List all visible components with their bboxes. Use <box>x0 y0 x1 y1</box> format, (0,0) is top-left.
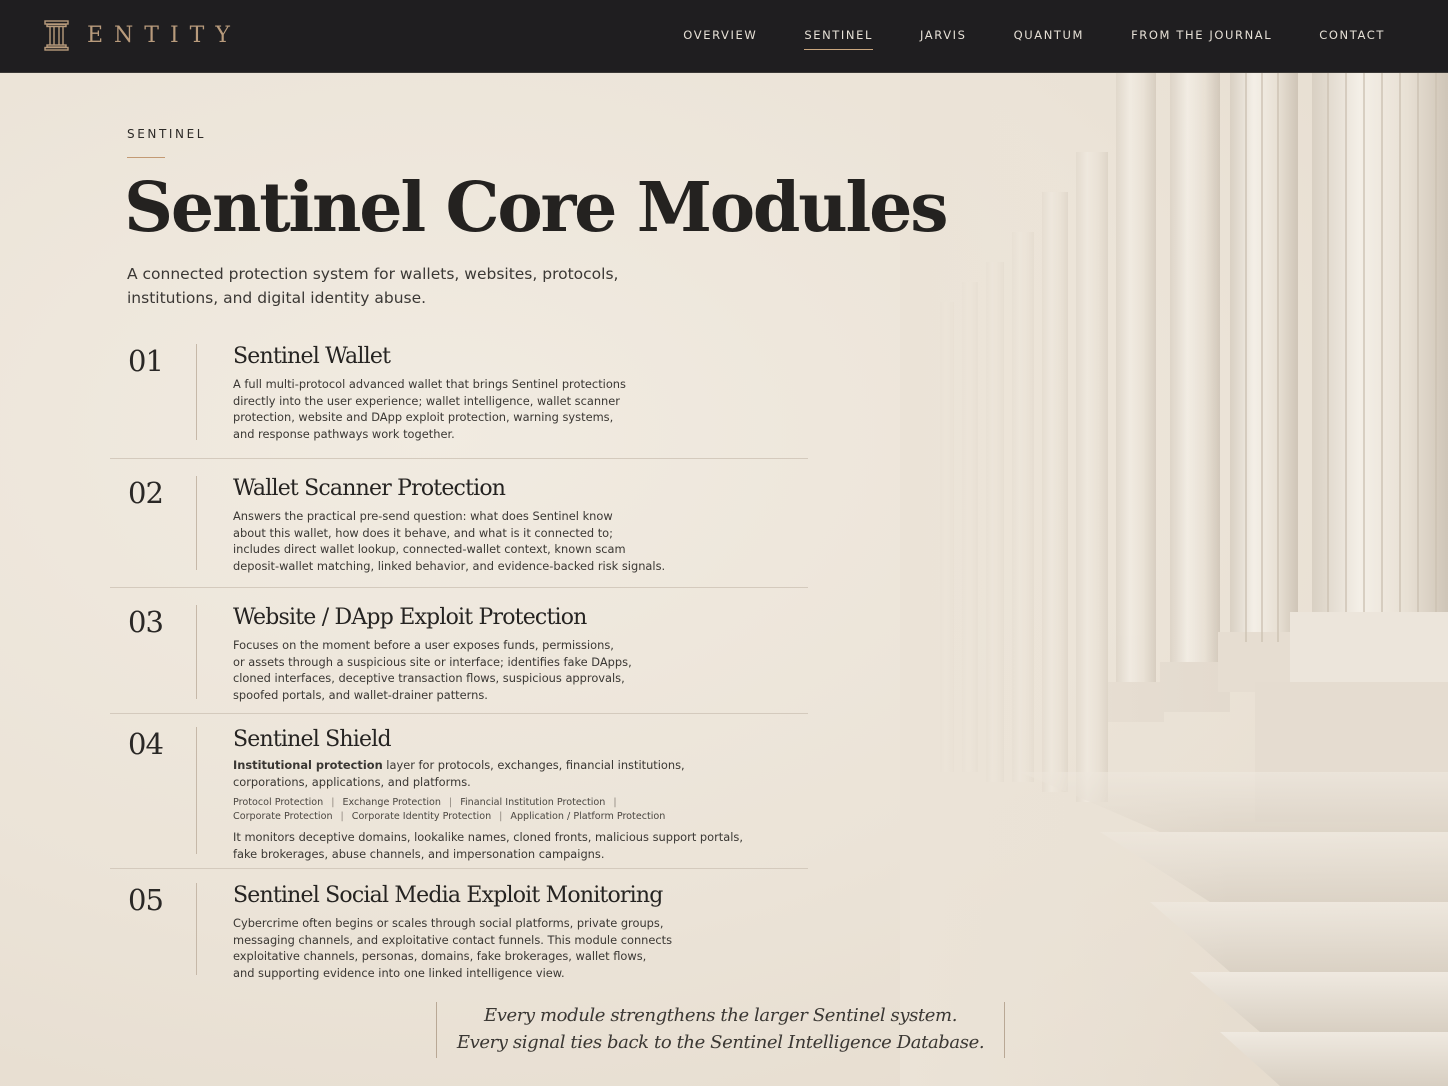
module-item <box>110 605 808 714</box>
page-title: Sentinel Core Modules <box>124 168 947 248</box>
module-item <box>110 476 808 588</box>
tag-line <box>233 796 793 810</box>
module-divider <box>196 883 197 975</box>
module-divider <box>196 727 197 854</box>
nav-item-quantum[interactable]: QUANTUM <box>1013 28 1085 42</box>
nav-item-sentinel[interactable]: SENTINEL <box>804 28 873 50</box>
tag-separator: | <box>613 797 617 809</box>
module-title: Website / DApp Exploit Protection <box>233 605 587 630</box>
protection-tags <box>233 796 793 824</box>
eyebrow-divider <box>127 157 165 158</box>
module-title: Sentinel Social Media Exploit Monitoring <box>233 883 663 908</box>
nav-item-contact[interactable]: CONTACT <box>1319 28 1385 42</box>
module-item <box>110 727 808 869</box>
nav-links <box>636 28 1385 50</box>
module-divider <box>196 476 197 570</box>
module-title: Sentinel Shield <box>233 727 391 752</box>
module-description <box>233 757 793 790</box>
columns-illustration <box>900 72 1448 1086</box>
tag-separator: | <box>331 797 335 809</box>
module-item <box>110 344 808 459</box>
module-divider <box>196 344 197 440</box>
module-title: Wallet Scanner Protection <box>233 476 506 501</box>
module-number: 04 <box>128 727 163 761</box>
module-number: 05 <box>128 883 163 917</box>
tag-separator: | <box>340 811 344 823</box>
tag-separator: | <box>448 797 453 809</box>
module-description: A full multi-protocol advanced wallet that brings Sentinel protections directly into the user experience; wallet intelligence, wallet scanner protection, website and DApp exploit protection, warning systems, and response pathways work together. <box>233 377 626 441</box>
section-eyebrow: SENTINEL <box>127 127 207 141</box>
module-number: 03 <box>128 605 163 639</box>
module-item <box>110 883 808 978</box>
module-description-rest: layer for protocols, exchanges, financial institutions, corporations, applications, and platforms. <box>233 758 685 789</box>
tag-line <box>233 810 793 824</box>
nav-item-from-the-journal[interactable]: FROM THE JOURNAL <box>1131 28 1273 42</box>
nav-item-jarvis[interactable]: JARVIS <box>920 28 967 42</box>
tag-exchange-protection: Exchange Protection <box>342 797 441 809</box>
module-footnote: It monitors deceptive domains, lookalike names, cloned fronts, malicious support portals, fake brokerages, abuse channels, and impersonation campaigns. <box>233 830 743 861</box>
module-divider <box>196 605 197 699</box>
top-nav <box>0 0 1448 73</box>
brand-name: ENTITY <box>87 22 241 48</box>
pillar-icon <box>44 20 69 51</box>
tag-financial-institution-protection: Financial Institution Protection <box>460 797 606 809</box>
module-description: Answers the practical pre-send question: what does Sentinel know about this wallet, how does it behave, and what is it connected to; includes direct wallet lookup, connected-wallet context, known scam deposit-wallet matching, linked behavior, and evidence-backed risk signals. <box>233 509 666 573</box>
brand-logo[interactable] <box>44 19 241 51</box>
tag-application-platform-protection: Application / Platform Protection <box>510 811 666 823</box>
module-description: Focuses on the moment before a user exposes funds, permissions, or assets through a suspicious site or interface; identifies fake DApps, cloned interfaces, deceptive transaction flows, suspicious approvals, spoofed portals, and wallet-drainer patterns. <box>233 638 632 702</box>
module-title: Sentinel Wallet <box>233 344 391 369</box>
quote-line-1: Every module strengthens the larger Sentinel system. <box>483 1005 958 1026</box>
tag-corporate-protection: Corporate Protection <box>233 811 333 823</box>
closing-quote <box>436 1002 1005 1058</box>
nav-item-overview[interactable]: OVERVIEW <box>683 28 758 42</box>
tag-separator: | <box>499 811 503 823</box>
tag-protocol-protection: Protocol Protection <box>233 797 324 809</box>
module-description: Cybercrime often begins or scales through social platforms, private groups, messaging channels, and exploitative contact funnels. This module connects exploitative channels, personas, domains, fake brokerages, wallet flows, and supporting evidence into one linked intelligence view. <box>233 916 673 980</box>
page-subtitle: A connected protection system for wallets, websites, protocols, institutions, and digital identity abuse. <box>127 265 619 307</box>
quote-line-2: Every signal ties back to the Sentinel Intelligence Database. <box>456 1032 985 1053</box>
tag-corporate-identity-protection: Corporate Identity Protection <box>351 811 492 823</box>
module-number: 02 <box>128 476 163 510</box>
module-number: 01 <box>128 344 163 378</box>
module-description-bold: Institutional protection <box>233 758 383 772</box>
